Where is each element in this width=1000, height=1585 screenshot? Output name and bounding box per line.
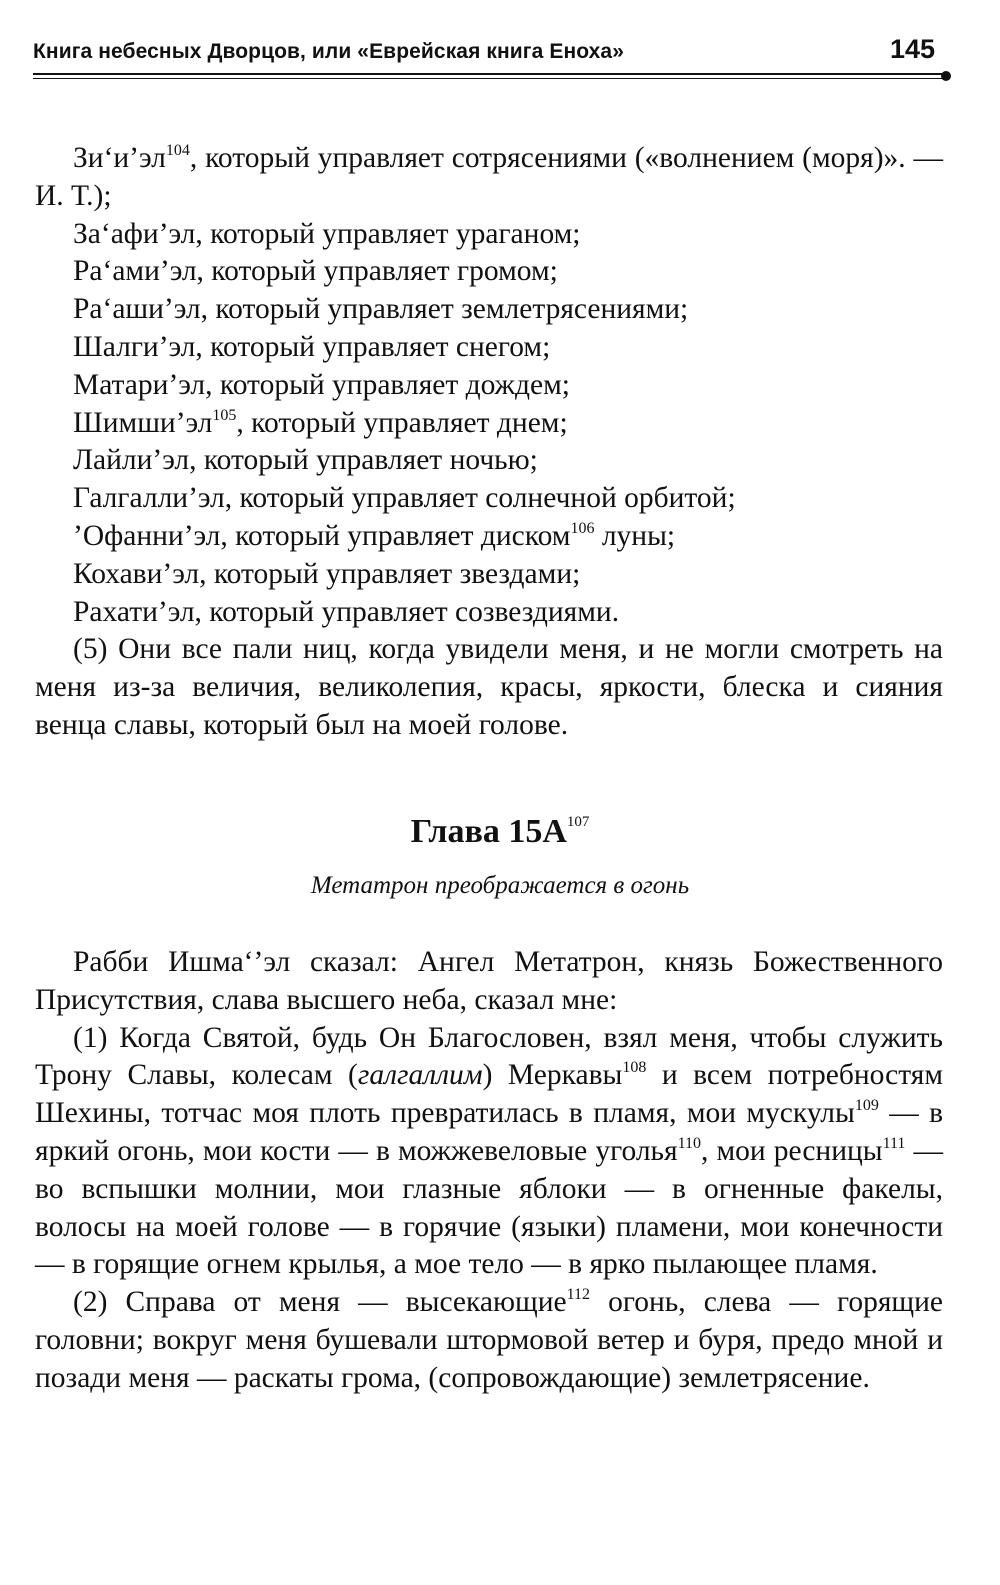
running-head: [33, 34, 943, 74]
paragraph: [35, 944, 943, 1020]
line-text: Ра‘ами’эл, который управляет громом;: [73, 255, 558, 288]
text-line: [35, 556, 943, 594]
line-text: ’Офанни’эл, который управляет диском: [73, 519, 571, 552]
paragraph-text: , мои ресницы: [701, 1134, 883, 1167]
angel-list: [35, 140, 943, 745]
paragraph-text: (1) Когда Святой, будь Он Благословен, взял меня, чтобы служить Трону Славы, колесам (: [35, 1021, 943, 1092]
text-line: [35, 329, 943, 367]
text-line: [35, 631, 943, 744]
paragraph: [35, 1020, 943, 1285]
line-text: Галгалли’эл, который управляет солнечной орбитой;: [73, 482, 736, 515]
page-number: 145: [889, 34, 935, 64]
chapter-subtitle: Метатрон преображается в огонь: [310, 872, 690, 899]
chapter-body: [35, 944, 943, 1398]
line-text: луны;: [594, 519, 676, 552]
line-text: Лайли’эл, который управляет ночью;: [73, 444, 538, 477]
text-line: [35, 405, 943, 443]
line-text: , который управляет днем;: [236, 406, 568, 439]
paragraph: [35, 1284, 943, 1397]
header-rule-dot: [941, 71, 951, 81]
text-line: [35, 594, 943, 632]
paragraph-text: огонь, слева — горящие головни; вокруг меня бушевали штормовой ветер и буря, предо мной и позади меня — раскаты грома, (сопровождающие) землетрясение.: [35, 1286, 943, 1394]
footnote-ref: 112: [566, 1286, 591, 1304]
paragraph-text: ) Меркавы: [482, 1059, 623, 1092]
line-text: (5) Они все пали ниц, когда увидели меня, и не могли смотреть на меня из-за величия, великолепия, красы, яркости, блеска и сияния венца славы, который был на моей голове.: [35, 633, 943, 741]
line-text: Ра‘аши’эл, который управляет землетрясениями;: [73, 293, 689, 326]
footnote-ref: 111: [882, 1134, 906, 1152]
paragraph-text: Рабби Ишма‘’эл сказал: Ангел Метатрон, князь Божественного Присутствия, слава высшего неба, сказал мне:: [35, 946, 943, 1016]
paragraph-text: — в яркий огонь, мои кости — в можжевеловые уголья: [35, 1097, 943, 1167]
line-text: Рахати’эл, который управляет созвездиями.: [73, 595, 620, 628]
text-line: [35, 216, 943, 254]
line-text: Матари’эл, который управляет дождем;: [73, 368, 570, 401]
line-text: Зи‘и’эл: [73, 142, 166, 174]
line-text: , который управляет сотрясениями («волнением (моря)». — И. Т.);: [35, 142, 943, 212]
footnote-ref: 110: [677, 1134, 701, 1152]
footnote-ref: 109: [854, 1097, 879, 1115]
header-rule-thin: [33, 78, 947, 79]
text-line: [35, 442, 943, 480]
text-line: [35, 518, 943, 556]
italic-term: галгаллим: [357, 1059, 483, 1092]
footnote-ref: 106: [570, 519, 595, 537]
text-line: [35, 291, 943, 329]
running-title: Книга небесных Дворцов, или «Еврейская книга Еноха»: [33, 40, 624, 63]
text-line: [35, 480, 943, 518]
footnote-ref: 108: [622, 1059, 647, 1077]
chapter-footnote-ref: 107: [566, 814, 590, 830]
text-line: [35, 140, 943, 216]
text-line: [35, 367, 943, 405]
line-text: За‘афи’эл, который управляет ураганом;: [73, 217, 581, 250]
line-text: Шимши’эл: [73, 406, 213, 439]
footnote-ref: 104: [165, 142, 190, 159]
footnote-ref: 105: [212, 406, 237, 424]
chapter-title-text: Глава 15А: [410, 813, 567, 850]
paragraph-text: (2) Справа от меня — высекающие: [73, 1286, 567, 1319]
text-line: [35, 253, 943, 291]
header-rule: [33, 73, 947, 75]
paragraph-text: — во вспышки молнии, мои глазные яблоки — в огненные факелы, волосы на моей голове — в горячие (языки) пламени, мои конечности — в горящие огнем крылья, а мое тело — в ярко пылающее пламя.: [35, 1134, 944, 1281]
line-text: Шалги’эл, который управляет снегом;: [73, 330, 551, 363]
chapter-title: [0, 813, 1000, 851]
line-text: Кохави’эл, который управляет звездами;: [73, 557, 581, 590]
paragraph-text: и всем потребностям Шехины, тотчас моя плоть превратилась в пламя, мои мускулы: [35, 1059, 943, 1130]
